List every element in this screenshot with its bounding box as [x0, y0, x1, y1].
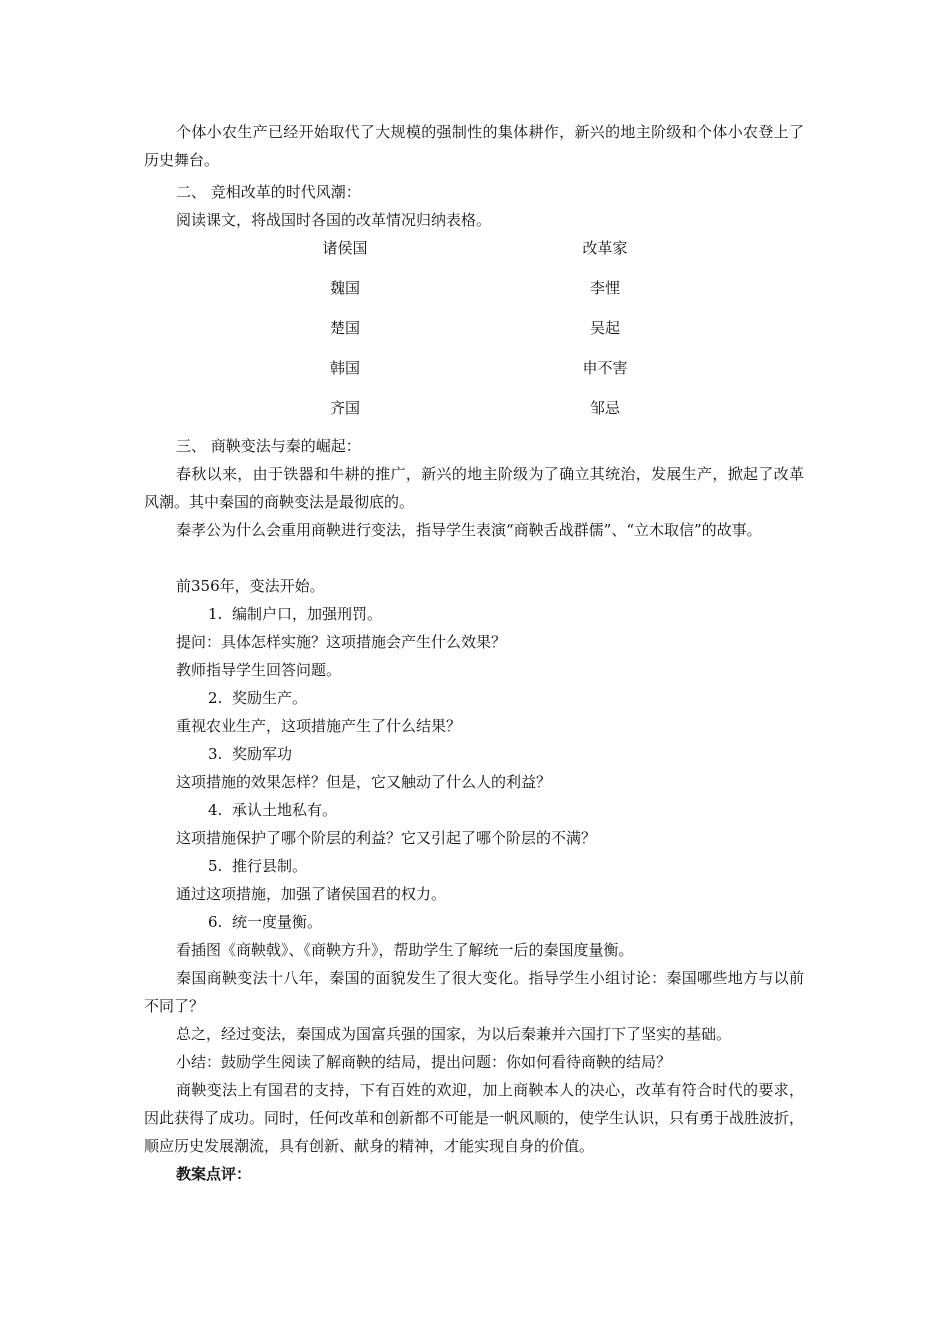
question-2: 重视农业生产，这项措施产生了什么结果？ — [176, 717, 462, 735]
reformer-cell: 李悝 — [589, 279, 620, 297]
measure-text: 推行县制。 — [232, 857, 308, 875]
header-reformer: 改革家 — [582, 239, 628, 257]
measure-item — [144, 908, 804, 936]
section-2-instruction: 阅读课文，将战国时各国的改革情况归纳表格。 — [176, 211, 492, 229]
measure-text: 编制户口，加强刑罚。 — [232, 605, 383, 623]
success-paragraph: 商鞅变法上有国君的支持，下有百姓的欢迎，加上商鞅本人的决心，改革有符合时代的要求，因此获得了成功。同时，任何改革和创新都不可能是一帆风顺的，使学生认识，只有勇于战胜波折，顺应历史发展潮流，具有创新、献身的精神，才能实现自身的价值。 — [144, 1081, 805, 1155]
measure-number: 3. — [208, 745, 223, 763]
measure-text: 奖励军功 — [232, 745, 293, 763]
measure-number: 4. — [208, 801, 223, 819]
table-row — [260, 394, 680, 434]
measure-text: 统一度量衡。 — [232, 913, 323, 931]
reform-table — [260, 234, 680, 434]
question-5: 通过这项措施，加强了诸侯国君的权力。 — [176, 885, 447, 903]
table-row — [260, 354, 680, 394]
state-cell: 楚国 — [329, 319, 360, 337]
measure-item — [144, 600, 804, 628]
section-2-heading: 二、 竞相改革的时代风潮： — [176, 183, 361, 201]
section-3-heading: 三、 商鞅变法与秦的崛起： — [176, 437, 361, 455]
intro-paragraph: 个体小农生产已经开始取代了大规模的强制性的集体耕作，新兴的地主阶级和个体小农登上了历史舞台。 — [144, 123, 804, 169]
reformer-cell: 邹忌 — [589, 399, 620, 417]
review-heading: 教案点评： — [176, 1165, 252, 1183]
measure-text: 奖励生产。 — [232, 689, 308, 707]
measure-number: 1. — [208, 605, 223, 623]
question-1-note: 教师指导学生回答问题。 — [176, 661, 342, 679]
spring-autumn-paragraph: 春秋以来，由于铁器和牛耕的推广，新兴的地主阶级为了确立其统治，发展生产，掀起了改革风潮。其中秦国的商鞅变法是最彻底的。 — [144, 465, 804, 511]
eighteen-years-paragraph: 秦国商鞅变法十八年，秦国的面貌发生了很大变化。指导学生小组讨论：秦国哪些地方与以前不同了？ — [144, 969, 804, 1015]
measure-number: 6. — [208, 913, 223, 931]
measure-item — [144, 740, 804, 768]
reform-start: 前356年，变法开始。 — [176, 577, 325, 595]
measure-item — [144, 796, 804, 824]
header-state: 诸侯国 — [322, 239, 368, 257]
state-cell: 韩国 — [329, 359, 360, 377]
summary-paragraph: 总之，经过变法，秦国成为国富兵强的国家，为以后秦兼并六国打下了坚实的基础。 — [176, 1025, 732, 1043]
measure-number: 2. — [208, 689, 223, 707]
reformer-cell: 吴起 — [589, 319, 620, 337]
measure-number: 5. — [208, 857, 223, 875]
table-row — [260, 274, 680, 314]
state-cell: 魏国 — [329, 279, 360, 297]
measure-item — [144, 852, 804, 880]
question-1: 提问：具体怎样实施？这项措施会产生什么效果？ — [176, 633, 507, 651]
question-4: 这项措施保护了哪个阶层的利益？它又引起了哪个阶层的不满？ — [176, 829, 597, 847]
measure-text: 承认土地私有。 — [232, 801, 338, 819]
table-row — [260, 314, 680, 354]
reformer-cell: 申不害 — [582, 359, 628, 377]
state-cell: 齐国 — [329, 399, 360, 417]
table-header-row — [260, 234, 680, 274]
conclusion-paragraph: 小结：鼓励学生阅读了解商鞅的结局，提出问题：你如何看待商鞅的结局？ — [176, 1053, 672, 1071]
question-3: 这项措施的效果怎样？但是，它又触动了什么人的利益？ — [176, 773, 552, 791]
measure-item — [144, 684, 804, 712]
question-6: 看插图《商鞅戟》、《商鞅方升》，帮助学生了解统一后的秦国度量衡。 — [176, 941, 634, 959]
qin-duke-paragraph: 秦孝公为什么会重用商鞅进行变法，指导学生表演“商鞅舌战群儒”、“立木取信”的故事。 — [176, 521, 762, 539]
